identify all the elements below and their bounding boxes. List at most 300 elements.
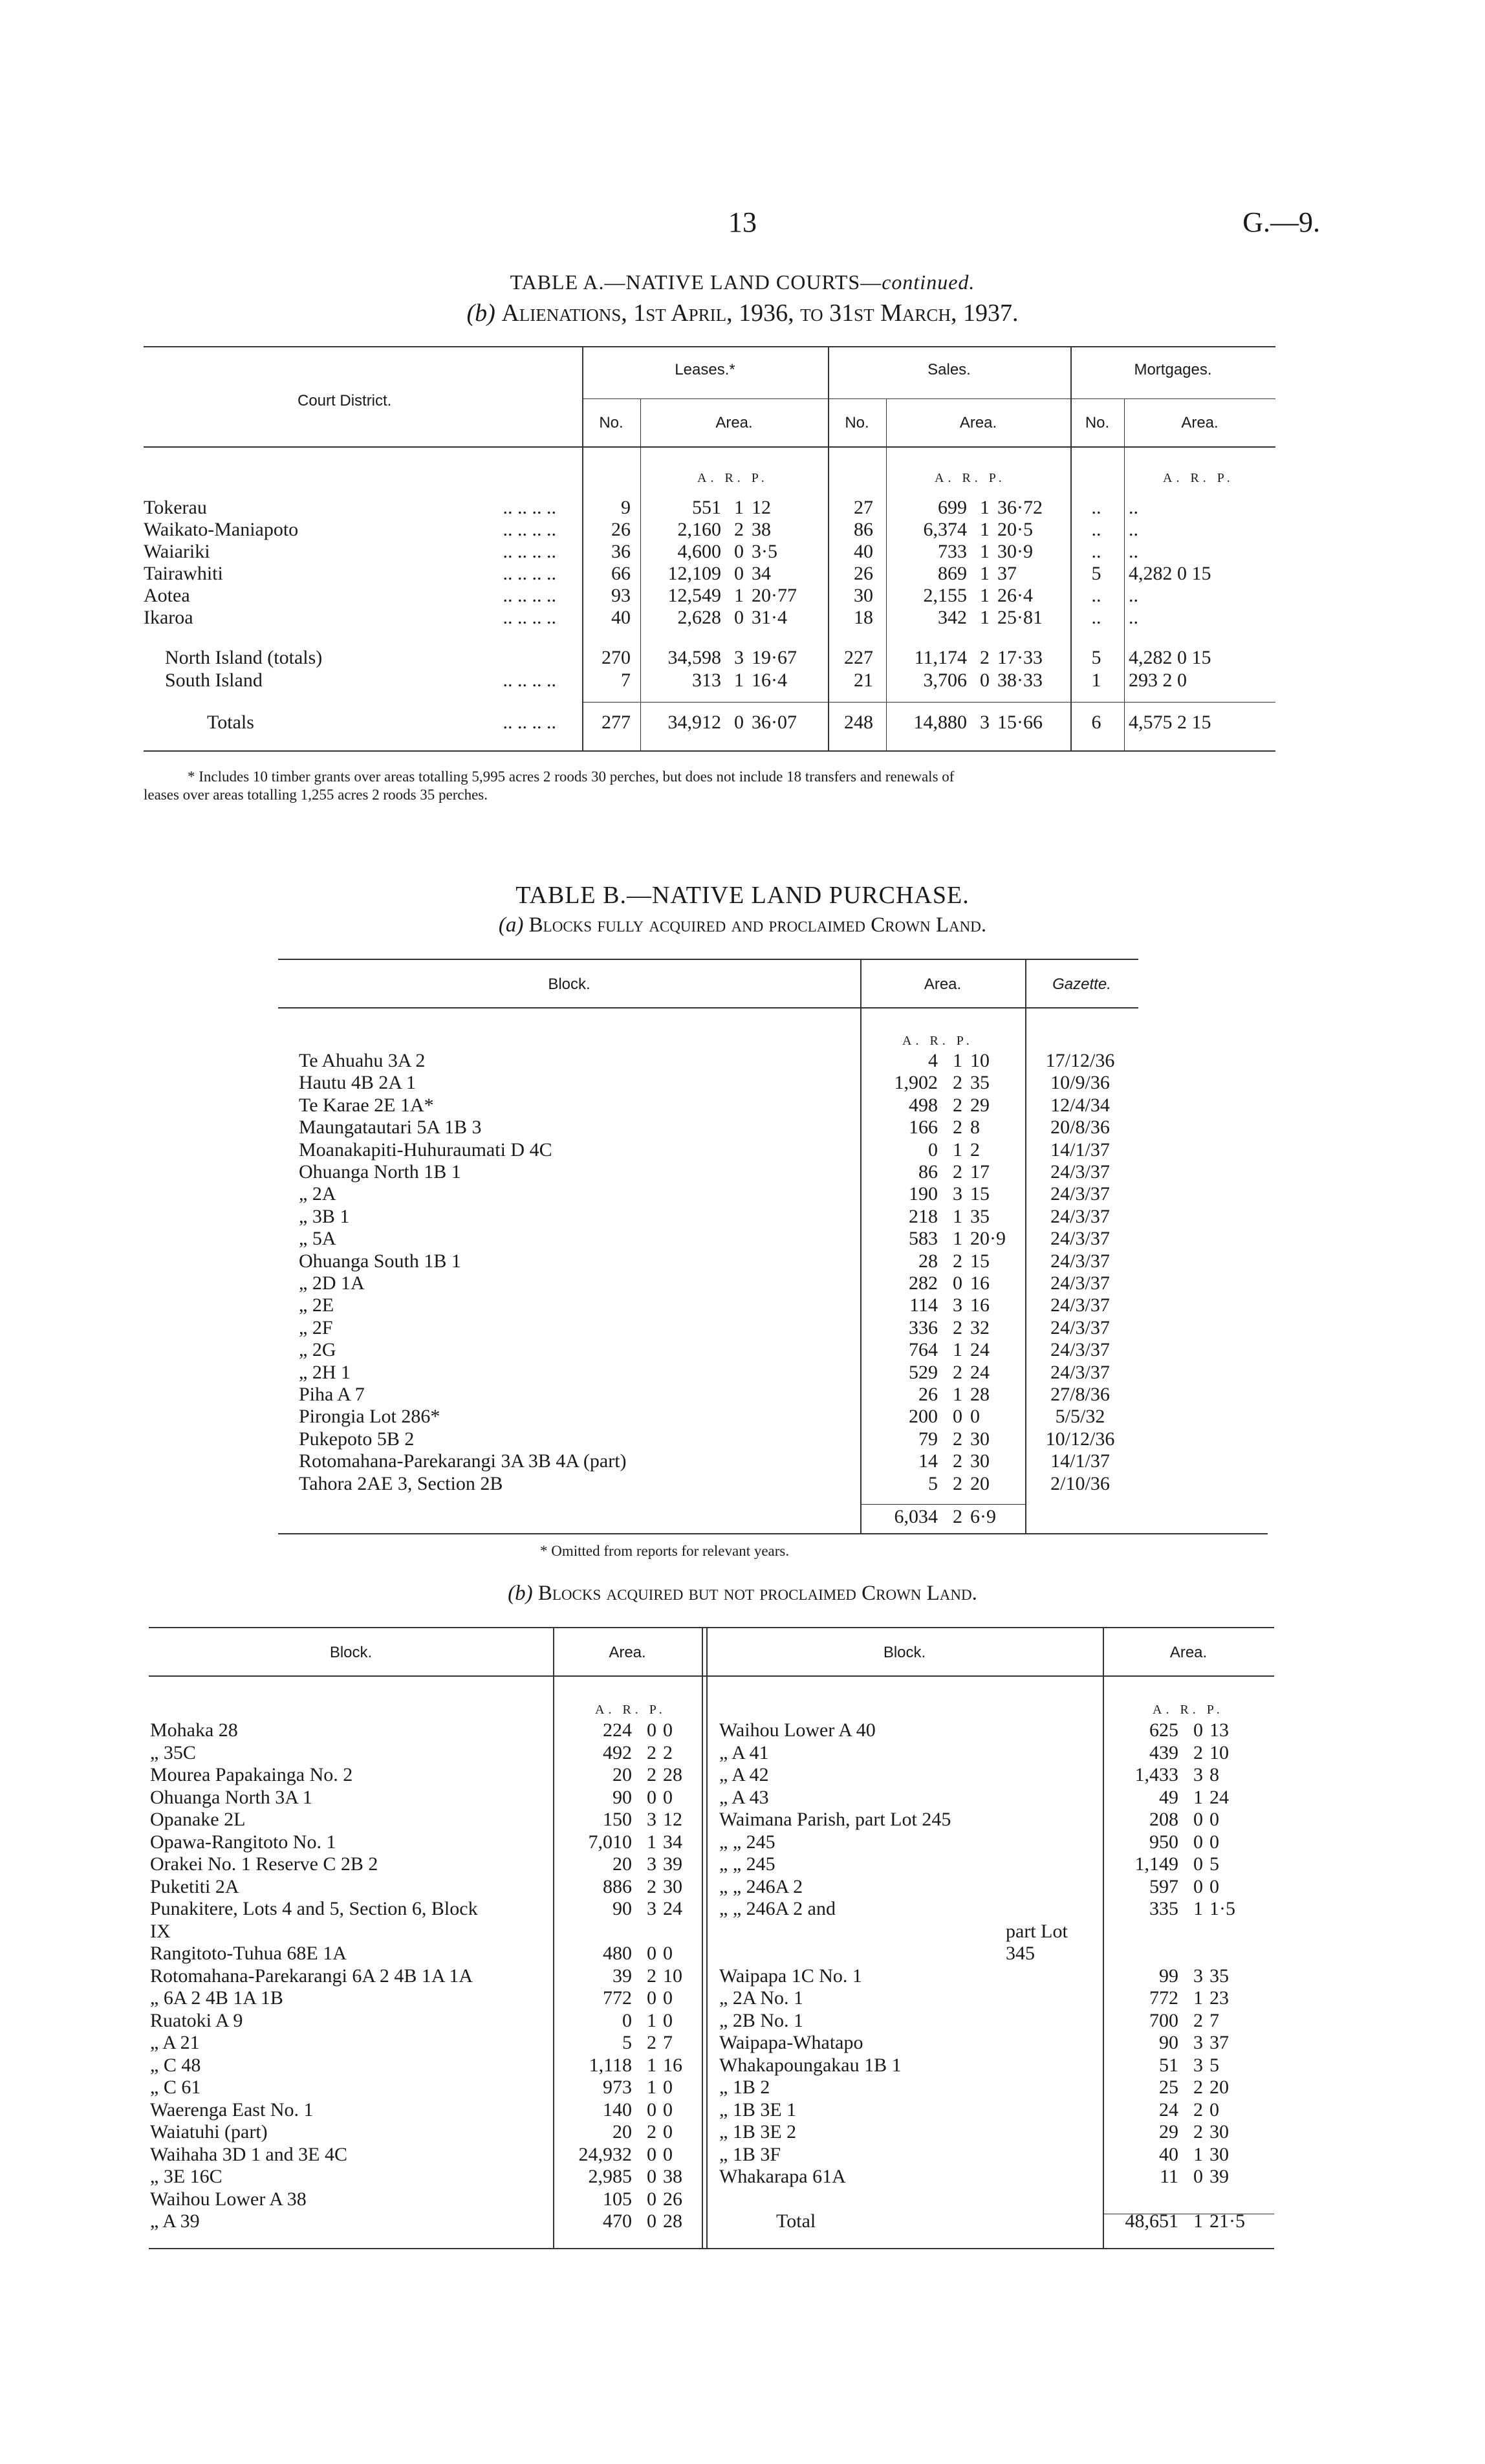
area-roods: 2 <box>953 1450 962 1472</box>
area-acres: 5 <box>928 1472 938 1494</box>
area-perches: 30 <box>1209 2121 1229 2142</box>
col-leases: Leases.* <box>675 361 735 378</box>
area-acres: 48,651 <box>1125 2210 1178 2232</box>
total-roods: 2 <box>953 1506 962 1527</box>
district-name: Totals <box>207 712 254 733</box>
leases-no: 66 <box>611 563 631 584</box>
block-name: „ A 41 <box>719 1741 769 1763</box>
table-row <box>0 1384 1485 1405</box>
block-name: „ 2E <box>299 1294 334 1316</box>
table-row <box>0 497 1485 518</box>
sales-roods: 1 <box>980 541 990 562</box>
sales-perches: 15·66 <box>997 712 1043 733</box>
area-perches: 30 <box>970 1428 990 1450</box>
area-roods: 1 <box>953 1139 962 1161</box>
sales-perches: 37 <box>997 563 1017 584</box>
block-name: Pukepoto 5B 2 <box>299 1428 415 1450</box>
gazette-date: 24/3/37 <box>1050 1228 1110 1250</box>
block-name: Hautu 4B 2A 1 <box>299 1072 416 1094</box>
table-row <box>0 2121 1485 2142</box>
sales-acres: 2,155 <box>923 585 967 606</box>
block-name: Waihou Lower A 40 <box>719 1719 876 1741</box>
table-row <box>0 2010 1485 2031</box>
area-roods: 0 <box>953 1406 962 1428</box>
document-code: G.—9. <box>1242 206 1320 238</box>
mortgages-area: .. <box>1129 585 1138 606</box>
table-b-subtitle-b-prefix: (b) <box>508 1582 533 1605</box>
block-name: „ „ 246A 2 and <box>719 1898 836 1919</box>
mortgages-no: 5 <box>1091 647 1101 668</box>
area-perches: 0 <box>663 1943 673 1964</box>
gazette-date: 24/3/37 <box>1050 1316 1110 1338</box>
area-acres: 208 <box>1149 1809 1178 1830</box>
block-name: „ „ 245 <box>719 1831 775 1853</box>
leader-dots: .. .. .. .. <box>503 607 556 628</box>
sales-no: 86 <box>854 519 873 540</box>
table-row <box>0 2166 1485 2187</box>
area-acres: 218 <box>909 1205 938 1227</box>
area-roods: 1 <box>953 1050 962 1071</box>
area-roods: 2 <box>953 1316 962 1338</box>
area-acres: 99 <box>1159 1965 1178 1987</box>
block-name: „ 2G <box>299 1339 336 1361</box>
area-roods: 2 <box>1193 2009 1203 2031</box>
block-name: IX <box>150 1920 171 1942</box>
table-row <box>0 1898 1485 1919</box>
area-acres: 583 <box>909 1228 938 1250</box>
leases-no: 277 <box>602 712 631 733</box>
leases-acres: 2,160 <box>677 519 721 540</box>
area-roods: 1 <box>1193 1786 1203 1808</box>
page-number: 13 <box>728 206 757 238</box>
area-perches: 29 <box>970 1094 990 1116</box>
col-area-left: Area. <box>609 1644 646 1661</box>
block-name: „ 2H 1 <box>299 1361 351 1383</box>
mortgages-area: 293 2 0 <box>1129 670 1187 691</box>
block-name: Waimana Parish, part Lot 245 <box>719 1809 951 1830</box>
area-acres: 29 <box>1159 2121 1178 2142</box>
area-acres: 1,902 <box>894 1072 938 1094</box>
table-row <box>0 1764 1485 1785</box>
sales-unit-label: A. R. P. <box>935 471 1006 485</box>
table-a-footnote-1: * Includes 10 timber grants over areas totalling 5,995 acres 2 roods 30 perches, but does not include 18 transfers and renewals of <box>188 769 955 785</box>
table-row <box>0 2032 1485 2053</box>
area-roods: 2 <box>647 1741 656 1763</box>
area-perches: 30 <box>1209 2143 1229 2165</box>
district-name: South Island <box>165 670 263 691</box>
leases-acres: 4,600 <box>677 541 721 562</box>
area-roods: 3 <box>1193 1764 1203 1785</box>
table-b-title: TABLE B.—NATIVE LAND PURCHASE. <box>515 882 970 909</box>
table-row <box>0 2144 1485 2165</box>
block-name: Piha A 7 <box>299 1384 365 1405</box>
mortgages-no: 6 <box>1091 712 1101 733</box>
block-name: „ 6A 2 4B 1A 1B <box>150 1987 283 2009</box>
col-leases-no: No. <box>599 414 623 431</box>
table-a-bottom-rule <box>144 750 1275 752</box>
area-acres: 950 <box>1149 1831 1178 1853</box>
leader-dots: .. .. .. .. <box>503 541 556 562</box>
district-name: North Island (totals) <box>165 647 323 668</box>
table-row <box>0 1719 1485 1741</box>
area-acres: 90 <box>612 1898 632 1919</box>
table-row <box>0 563 1485 584</box>
mortgages-no: .. <box>1091 497 1101 518</box>
area-perches: 0 <box>663 2143 673 2165</box>
block-name: Moanakapiti-Huhuraumati D 4C <box>299 1139 552 1161</box>
leases-perches: 19·67 <box>752 647 797 668</box>
area-acres: 529 <box>909 1361 938 1383</box>
area-acres: 90 <box>612 1786 632 1808</box>
area-roods: 1 <box>953 1228 962 1250</box>
block-name: „ 2A No. 1 <box>719 1987 803 2009</box>
leases-roods: 2 <box>734 519 744 540</box>
area-perches: 37 <box>1209 2032 1229 2053</box>
area-perches: 28 <box>970 1384 990 1405</box>
area-roods: 0 <box>647 1943 656 1964</box>
total-perches: 6·9 <box>970 1506 996 1527</box>
table-row <box>0 585 1485 606</box>
area-perches: 16 <box>970 1272 990 1294</box>
sales-perches: 17·33 <box>997 647 1043 668</box>
table-row <box>0 1250 1485 1272</box>
area-acres: 24 <box>1159 2099 1178 2121</box>
table-row <box>0 1362 1485 1383</box>
leases-no: 36 <box>611 541 631 562</box>
leases-roods: 0 <box>734 712 744 733</box>
sales-no: 40 <box>854 541 873 562</box>
block-name: „ 5A <box>299 1228 336 1250</box>
block-name: „ „ 245 <box>719 1853 775 1875</box>
table-row <box>0 1831 1485 1853</box>
area-perches: 24 <box>970 1361 990 1383</box>
col-sales-area: Area. <box>959 414 997 431</box>
sales-acres: 14,880 <box>913 712 967 733</box>
table-a-sub-rule <box>582 398 1275 399</box>
area-perches: 13 <box>1209 1719 1229 1741</box>
block-name: Whakarapa 61A <box>719 2166 846 2187</box>
area-acres: 105 <box>603 2188 632 2210</box>
area-acres: 20 <box>612 2121 632 2142</box>
area-perches: 0 <box>1209 2099 1219 2121</box>
gazette-date: 24/3/37 <box>1050 1361 1110 1383</box>
area-perches: 24 <box>1209 1786 1229 1808</box>
sales-perches: 30·9 <box>997 541 1033 562</box>
block-name: Ruatoki A 9 <box>150 2009 243 2031</box>
area-acres: 336 <box>909 1316 938 1338</box>
area-acres: 772 <box>603 1987 632 2009</box>
sales-acres: 11,174 <box>914 647 967 668</box>
table-bb-top-rule <box>149 1627 1274 1628</box>
gazette-date: 24/3/37 <box>1050 1205 1110 1227</box>
table-row <box>0 2188 1485 2210</box>
area-roods: 0 <box>647 2143 656 2165</box>
area-roods: 1 <box>953 1384 962 1405</box>
leases-roods: 1 <box>734 670 744 691</box>
area-roods: 2 <box>647 1965 656 1987</box>
area-acres: 86 <box>918 1161 938 1183</box>
area-acres: 625 <box>1149 1719 1178 1741</box>
mortgages-no: 1 <box>1091 670 1101 691</box>
area-perches: 0 <box>1209 1809 1219 1830</box>
leader-dots: .. .. .. .. <box>503 519 556 540</box>
area-perches: 0 <box>663 1987 673 2009</box>
area-acres: 14 <box>918 1450 938 1472</box>
block-name: Tahora 2AE 3, Section 2B <box>299 1472 503 1494</box>
area-roods: 2 <box>647 2032 656 2053</box>
block-name: „ 1B 2 <box>719 2077 770 2098</box>
district-name: Aotea <box>144 585 190 606</box>
leases-no: 40 <box>611 607 631 628</box>
area-roods: 1 <box>1193 2143 1203 2165</box>
table-b-subtitle-a-prefix: (a) <box>498 913 524 937</box>
leader-dots: .. .. .. .. <box>503 585 556 606</box>
block-name: part Lot <box>1006 1920 1068 1942</box>
table-row <box>0 1450 1485 1472</box>
area-perches: 39 <box>663 1853 682 1875</box>
mortgages-no: 5 <box>1091 563 1101 584</box>
sales-perches: 36·72 <box>997 497 1043 518</box>
area-roods: 2 <box>1193 2121 1203 2142</box>
block-name: Pirongia Lot 286* <box>299 1406 440 1428</box>
mortgages-no: .. <box>1091 519 1101 540</box>
bb-right-unit-label: A. R. P. <box>1153 1703 1224 1717</box>
sales-no: 227 <box>844 647 873 668</box>
area-acres: 90 <box>1159 2032 1178 2053</box>
table-row <box>0 607 1485 628</box>
area-roods: 2 <box>953 1161 962 1183</box>
block-name: „ A 42 <box>719 1764 769 1785</box>
table-row <box>0 1317 1485 1338</box>
table-row <box>0 1787 1485 1808</box>
leases-perches: 20·77 <box>752 585 797 606</box>
district-name: Tokerau <box>144 497 207 518</box>
area-roods: 2 <box>953 1428 962 1450</box>
table-row <box>0 1809 1485 1830</box>
block-name: „ C 61 <box>150 2077 201 2098</box>
area-perches: 12 <box>663 1809 682 1830</box>
block-name: „ A 43 <box>719 1786 769 1808</box>
gazette-date: 10/12/36 <box>1045 1428 1115 1450</box>
table-row <box>0 1050 1485 1071</box>
area-perches: 10 <box>1209 1741 1229 1763</box>
sales-roods: 1 <box>980 607 990 628</box>
area-acres: 335 <box>1149 1898 1178 1919</box>
sales-roods: 1 <box>980 585 990 606</box>
leases-perches: 34 <box>752 563 771 584</box>
table-a-subtitle <box>0 299 1485 327</box>
area-roods: 1 <box>647 2009 656 2031</box>
block-name: Whakapoungakau 1B 1 <box>719 2054 902 2076</box>
area-perches: 10 <box>663 1965 682 1987</box>
table-row <box>0 2077 1485 2098</box>
area-acres: 5 <box>622 2032 632 2053</box>
block-name: Rotomahana-Parekarangi 6A 2 4B 1A 1A <box>150 1965 473 1987</box>
table-row <box>0 1853 1485 1875</box>
area-perches: 34 <box>663 1831 682 1853</box>
area-acres: 597 <box>1149 1875 1178 1897</box>
table-a-top-rule <box>144 346 1275 347</box>
area-perches: 7 <box>663 2032 673 2053</box>
sales-acres: 3,706 <box>923 670 967 691</box>
area-roods: 3 <box>953 1183 962 1205</box>
area-perches: 0 <box>1209 1875 1219 1897</box>
area-roods: 0 <box>953 1272 962 1294</box>
block-name: „ 2F <box>299 1316 333 1338</box>
leases-roods: 3 <box>734 647 744 668</box>
area-roods: 0 <box>647 1786 656 1808</box>
block-name: Waihaha 3D 1 and 3E 4C <box>150 2143 348 2165</box>
area-acres: 140 <box>603 2099 632 2121</box>
block-name: Total <box>776 2210 816 2232</box>
area-roods: 2 <box>647 1875 656 1897</box>
block-name: Mourea Papakainga No. 2 <box>150 1764 353 1785</box>
table-row <box>0 541 1485 562</box>
col-block-right: Block. <box>883 1644 926 1661</box>
table-b-header-rule <box>278 1007 1138 1008</box>
block-name: Maungatautari 5A 1B 3 <box>299 1117 482 1139</box>
area-acres: 886 <box>603 1875 632 1897</box>
block-name: Waipapa 1C No. 1 <box>719 1965 862 1987</box>
mortgages-unit-label: A. R. P. <box>1163 471 1234 485</box>
sales-acres: 6,374 <box>923 519 967 540</box>
sales-acres: 342 <box>938 607 967 628</box>
table-row <box>0 1272 1485 1294</box>
area-acres: 20 <box>612 1764 632 1785</box>
block-name: „ „ 246A 2 <box>719 1875 803 1897</box>
area-roods: 2 <box>647 1764 656 1785</box>
area-acres: 224 <box>603 1719 632 1741</box>
block-name: 345 <box>1006 1943 1035 1964</box>
leader-dots: .. .. .. .. <box>503 712 556 733</box>
area-perches: 0 <box>663 1786 673 1808</box>
area-perches: 30 <box>970 1450 990 1472</box>
area-perches: 16 <box>663 2054 682 2076</box>
area-roods: 1 <box>647 1831 656 1853</box>
leases-perches: 31·4 <box>752 607 787 628</box>
area-acres: 282 <box>909 1272 938 1294</box>
table-row <box>0 1117 1485 1138</box>
leases-roods: 0 <box>734 563 744 584</box>
sales-roods: 1 <box>980 497 990 518</box>
block-name: Ohuanga South 1B 1 <box>299 1250 461 1272</box>
block-name: Te Ahuahu 3A 2 <box>299 1050 426 1071</box>
leases-perches: 12 <box>752 497 771 518</box>
area-perches: 0 <box>663 2121 673 2142</box>
area-roods: 0 <box>647 1987 656 2009</box>
sales-roods: 3 <box>980 712 990 733</box>
sales-acres: 699 <box>938 497 967 518</box>
gazette-date: 10/9/36 <box>1050 1072 1110 1094</box>
leases-perches: 3·5 <box>752 541 777 562</box>
sales-roods: 1 <box>980 519 990 540</box>
area-acres: 973 <box>603 2077 632 2098</box>
block-name: Mohaka 28 <box>150 1719 238 1741</box>
area-roods: 1 <box>647 2054 656 2076</box>
col-area-right: Area. <box>1169 1644 1208 1661</box>
sales-perches: 38·33 <box>997 670 1043 691</box>
mortgages-no: .. <box>1091 541 1101 562</box>
area-acres: 26 <box>918 1384 938 1405</box>
area-acres: 492 <box>603 1741 632 1763</box>
area-roods: 0 <box>1193 2166 1203 2187</box>
area-roods: 1 <box>953 1339 962 1361</box>
gazette-date: 14/1/37 <box>1050 1139 1110 1161</box>
block-name: Puketiti 2A <box>150 1875 239 1897</box>
area-perches: 24 <box>663 1898 682 1919</box>
area-acres: 2,985 <box>588 2166 632 2187</box>
area-acres: 1,433 <box>1134 1764 1178 1785</box>
col-block: Block. <box>548 976 591 993</box>
area-acres: 0 <box>928 1139 938 1161</box>
area-roods: 0 <box>1193 1809 1203 1830</box>
block-name: Waerenga East No. 1 <box>150 2099 314 2121</box>
sales-no: 30 <box>854 585 873 606</box>
leases-perches: 36·07 <box>752 712 797 733</box>
table-row <box>0 647 1485 668</box>
area-roods: 3 <box>953 1294 962 1316</box>
table-row <box>0 1339 1485 1360</box>
area-perches: 24 <box>970 1339 990 1361</box>
area-roods: 0 <box>647 2099 656 2121</box>
leases-acres: 34,912 <box>667 712 721 733</box>
area-acres: 40 <box>1159 2143 1178 2165</box>
block-name: „ C 48 <box>150 2054 201 2076</box>
total-acres: 6,034 <box>894 1506 938 1527</box>
block-name: „ 3E 16C <box>150 2166 222 2187</box>
table-b-top-rule <box>278 959 1138 960</box>
area-roods: 1 <box>953 1205 962 1227</box>
area-roods: 0 <box>647 2166 656 2187</box>
total-row <box>0 1506 1485 1527</box>
leases-no: 7 <box>621 670 631 691</box>
sales-acres: 733 <box>938 541 967 562</box>
table-b-bottom-rule <box>278 1533 1268 1534</box>
leases-roods: 0 <box>734 541 744 562</box>
table-row <box>0 1742 1485 1763</box>
area-roods: 1 <box>1193 2210 1203 2232</box>
area-roods: 2 <box>1193 2077 1203 2098</box>
gazette-date: 24/3/37 <box>1050 1272 1110 1294</box>
gazette-date: 27/8/36 <box>1050 1384 1110 1405</box>
table-b-footnote: * Omitted from reports for relevant years. <box>540 1543 790 1559</box>
table-a-header-rule <box>144 446 1275 448</box>
mortgages-area: .. <box>1129 607 1138 628</box>
area-perches: 30 <box>663 1875 682 1897</box>
table-a-title <box>0 270 1485 294</box>
gazette-date: 2/10/36 <box>1050 1472 1110 1494</box>
table-row <box>0 1206 1485 1227</box>
area-acres: 0 <box>622 2009 632 2031</box>
area-roods: 1 <box>1193 1987 1203 2009</box>
block-name: Ohuanga North 3A 1 <box>150 1786 312 1808</box>
area-perches: 0 <box>663 2099 673 2121</box>
area-roods: 0 <box>1193 1719 1203 1741</box>
col-mortgages-no: No. <box>1085 414 1110 431</box>
sales-no: 27 <box>854 497 873 518</box>
area-perches: 39 <box>1209 2166 1229 2187</box>
table-b-total-rule <box>860 1504 1025 1505</box>
area-acres: 1,118 <box>589 2054 632 2076</box>
area-acres: 150 <box>603 1809 632 1830</box>
mortgages-area: 4,282 0 15 <box>1129 563 1211 584</box>
area-perches: 2 <box>663 1741 673 1763</box>
table-row <box>0 2055 1485 2076</box>
leader-dots: .. .. .. .. <box>503 497 556 518</box>
area-roods: 3 <box>647 1898 656 1919</box>
table-row <box>0 712 1485 733</box>
leases-roods: 1 <box>734 585 744 606</box>
